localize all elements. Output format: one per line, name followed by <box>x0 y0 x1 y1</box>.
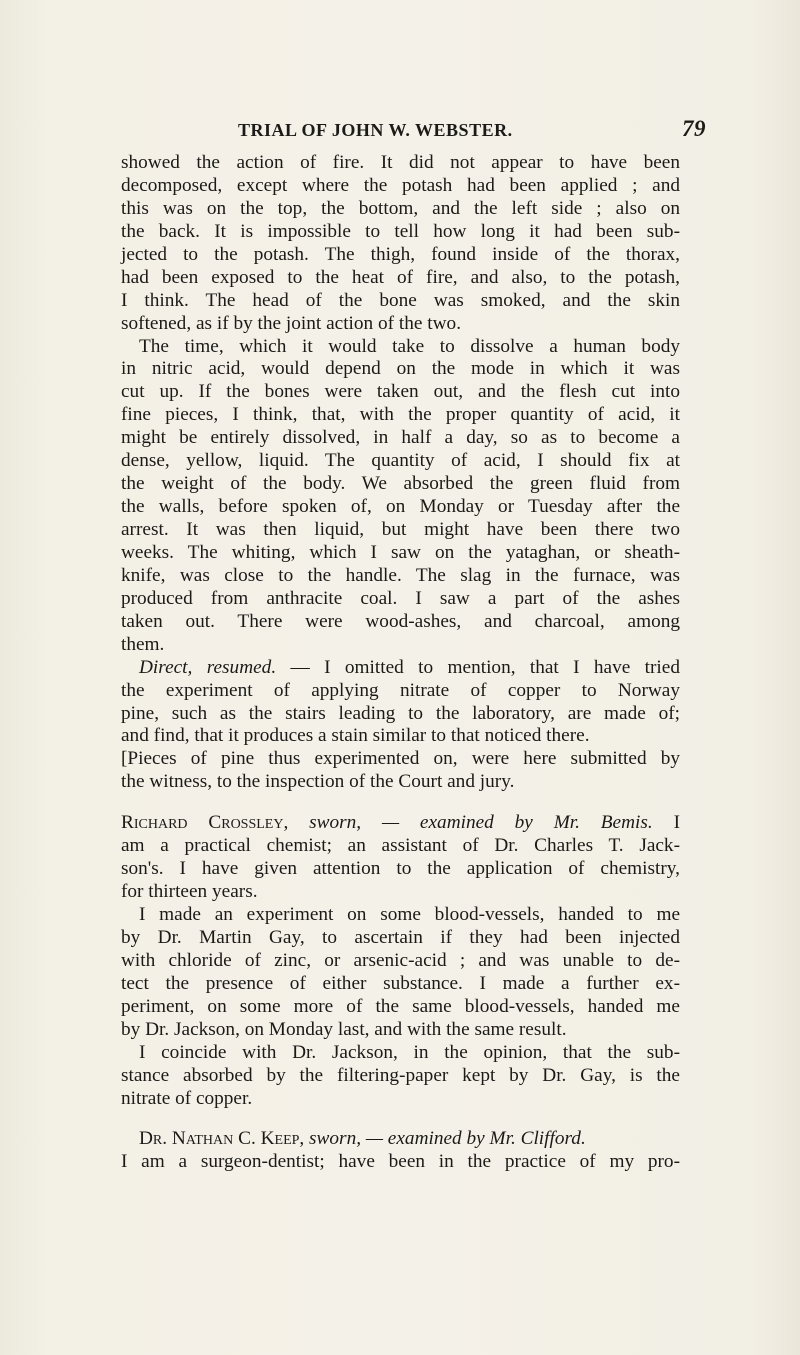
text-line: decomposed, except where the potash had been applied ; and <box>121 174 680 196</box>
text-line <box>121 812 680 835</box>
text-line: the back. It is impossible to tell how long it had been sub- <box>121 220 680 242</box>
text-line: I made an experiment on some blood-vessels, handed to me <box>139 904 680 925</box>
text-line: arrest. It was then liquid, but might have been there two <box>121 519 680 540</box>
text-line: with chloride of zinc, or arsenic-acid ; and was unable to de- <box>121 949 680 971</box>
text-line: son's. I have given attention to the application of chemistry, <box>121 858 680 880</box>
text-line: for thirteen years. <box>121 881 258 903</box>
paragraph <box>121 152 680 336</box>
witness-name: Dr. Nathan C. Keep, <box>139 1128 305 1150</box>
examination-note: sworn, — examined by Mr. Clifford. <box>304 1128 586 1150</box>
text-line: in nitric acid, would depend on the mode in which it was <box>121 358 680 380</box>
paragraph <box>121 748 680 794</box>
page-header <box>206 116 706 146</box>
text-line: showed the action of fire. It did not appear to have been <box>121 152 680 173</box>
text-line: the witness, to the inspection of the Court and jury. <box>121 771 515 793</box>
paragraph <box>121 1128 680 1174</box>
text-line: them. <box>121 633 165 655</box>
paragraph <box>121 1042 680 1111</box>
text-line: periment, on some more of the same blood-vessels, handed me <box>121 995 680 1017</box>
text-line: might be entirely dissolved, in half a day, so as to become a <box>121 427 680 449</box>
paragraph <box>121 812 680 904</box>
running-title: TRIAL OF JOHN W. WEBSTER. <box>238 120 513 140</box>
text-line: [Pieces of pine thus experimented on, were here submitted by <box>121 748 680 770</box>
text-line: stance absorbed by the filtering-paper kept by Dr. Gay, is the <box>121 1064 680 1086</box>
text-line: by Dr. Jackson, on Monday last, and with the same result. <box>121 1018 567 1040</box>
text-line: the walls, before spoken of, on Monday or Tuesday after the <box>121 496 680 518</box>
text-line: nitrate of copper. <box>121 1087 253 1109</box>
body-text <box>121 152 680 1174</box>
text-run: — I omitted to mention, that I have tried <box>276 656 680 678</box>
paragraph <box>121 904 680 1042</box>
text-line: taken out. There were wood-ashes, and charcoal, among <box>121 610 680 632</box>
text-line: The time, which it would take to dissolve a human body <box>139 335 680 357</box>
text-line: pine, such as the stairs leading to the laboratory, are made of; <box>121 702 680 724</box>
text-line: I am a surgeon-dentist; have been in the practice of my pro- <box>121 1151 680 1173</box>
text-line: cut up. If the bones were taken out, and the flesh cut into <box>121 381 680 403</box>
text-line: the weight of the body. We absorbed the green fluid from <box>121 473 680 495</box>
text-line <box>121 1128 680 1151</box>
text-run: I <box>652 812 680 834</box>
direct-resumed-heading: Direct, resumed. <box>139 656 277 678</box>
text-line: produced from anthracite coal. I saw a part of the ashes <box>121 587 680 609</box>
text-line: jected to the potash. The thigh, found inside of the thorax, <box>121 243 680 265</box>
examination-note: sworn, — examined by Mr. Bemis. <box>288 812 653 834</box>
text-line: this was on the top, the bottom, and the left side ; also on <box>121 197 680 219</box>
text-line: weeks. The whiting, which I saw on the yataghan, or sheath- <box>121 541 680 563</box>
text-line: tect the presence of either substance. I made a further ex- <box>121 972 680 994</box>
text-line: and find, that it produces a stain similar to that noticed there. <box>121 725 590 747</box>
text-line <box>121 657 680 680</box>
witness-name: Richard Crossley, <box>121 812 289 834</box>
text-line: am a practical chemist; an assistant of Dr. Charles T. Jack- <box>121 835 680 857</box>
text-line: the experiment of applying nitrate of copper to Norway <box>121 679 680 701</box>
text-line: knife, was close to the handle. The slag in the furnace, was <box>121 564 680 586</box>
text-line: by Dr. Martin Gay, to ascertain if they had been injected <box>121 926 680 948</box>
text-line: I coincide with Dr. Jackson, in the opinion, that the sub- <box>139 1041 680 1063</box>
text-line: dense, yellow, liquid. The quantity of acid, I should fix at <box>121 450 680 472</box>
text-line: fine pieces, I think, that, with the proper quantity of acid, it <box>121 404 680 426</box>
section-gap <box>121 794 680 812</box>
text-line: I think. The head of the bone was smoked, and the skin <box>121 289 680 311</box>
page-number: 79 <box>682 116 706 141</box>
text-line: had been exposed to the heat of fire, and also, to the potash, <box>121 266 680 288</box>
paragraph <box>121 336 680 657</box>
text-line: softened, as if by the joint action of the two. <box>121 312 462 334</box>
section-gap <box>121 1110 680 1128</box>
paragraph <box>121 657 680 749</box>
